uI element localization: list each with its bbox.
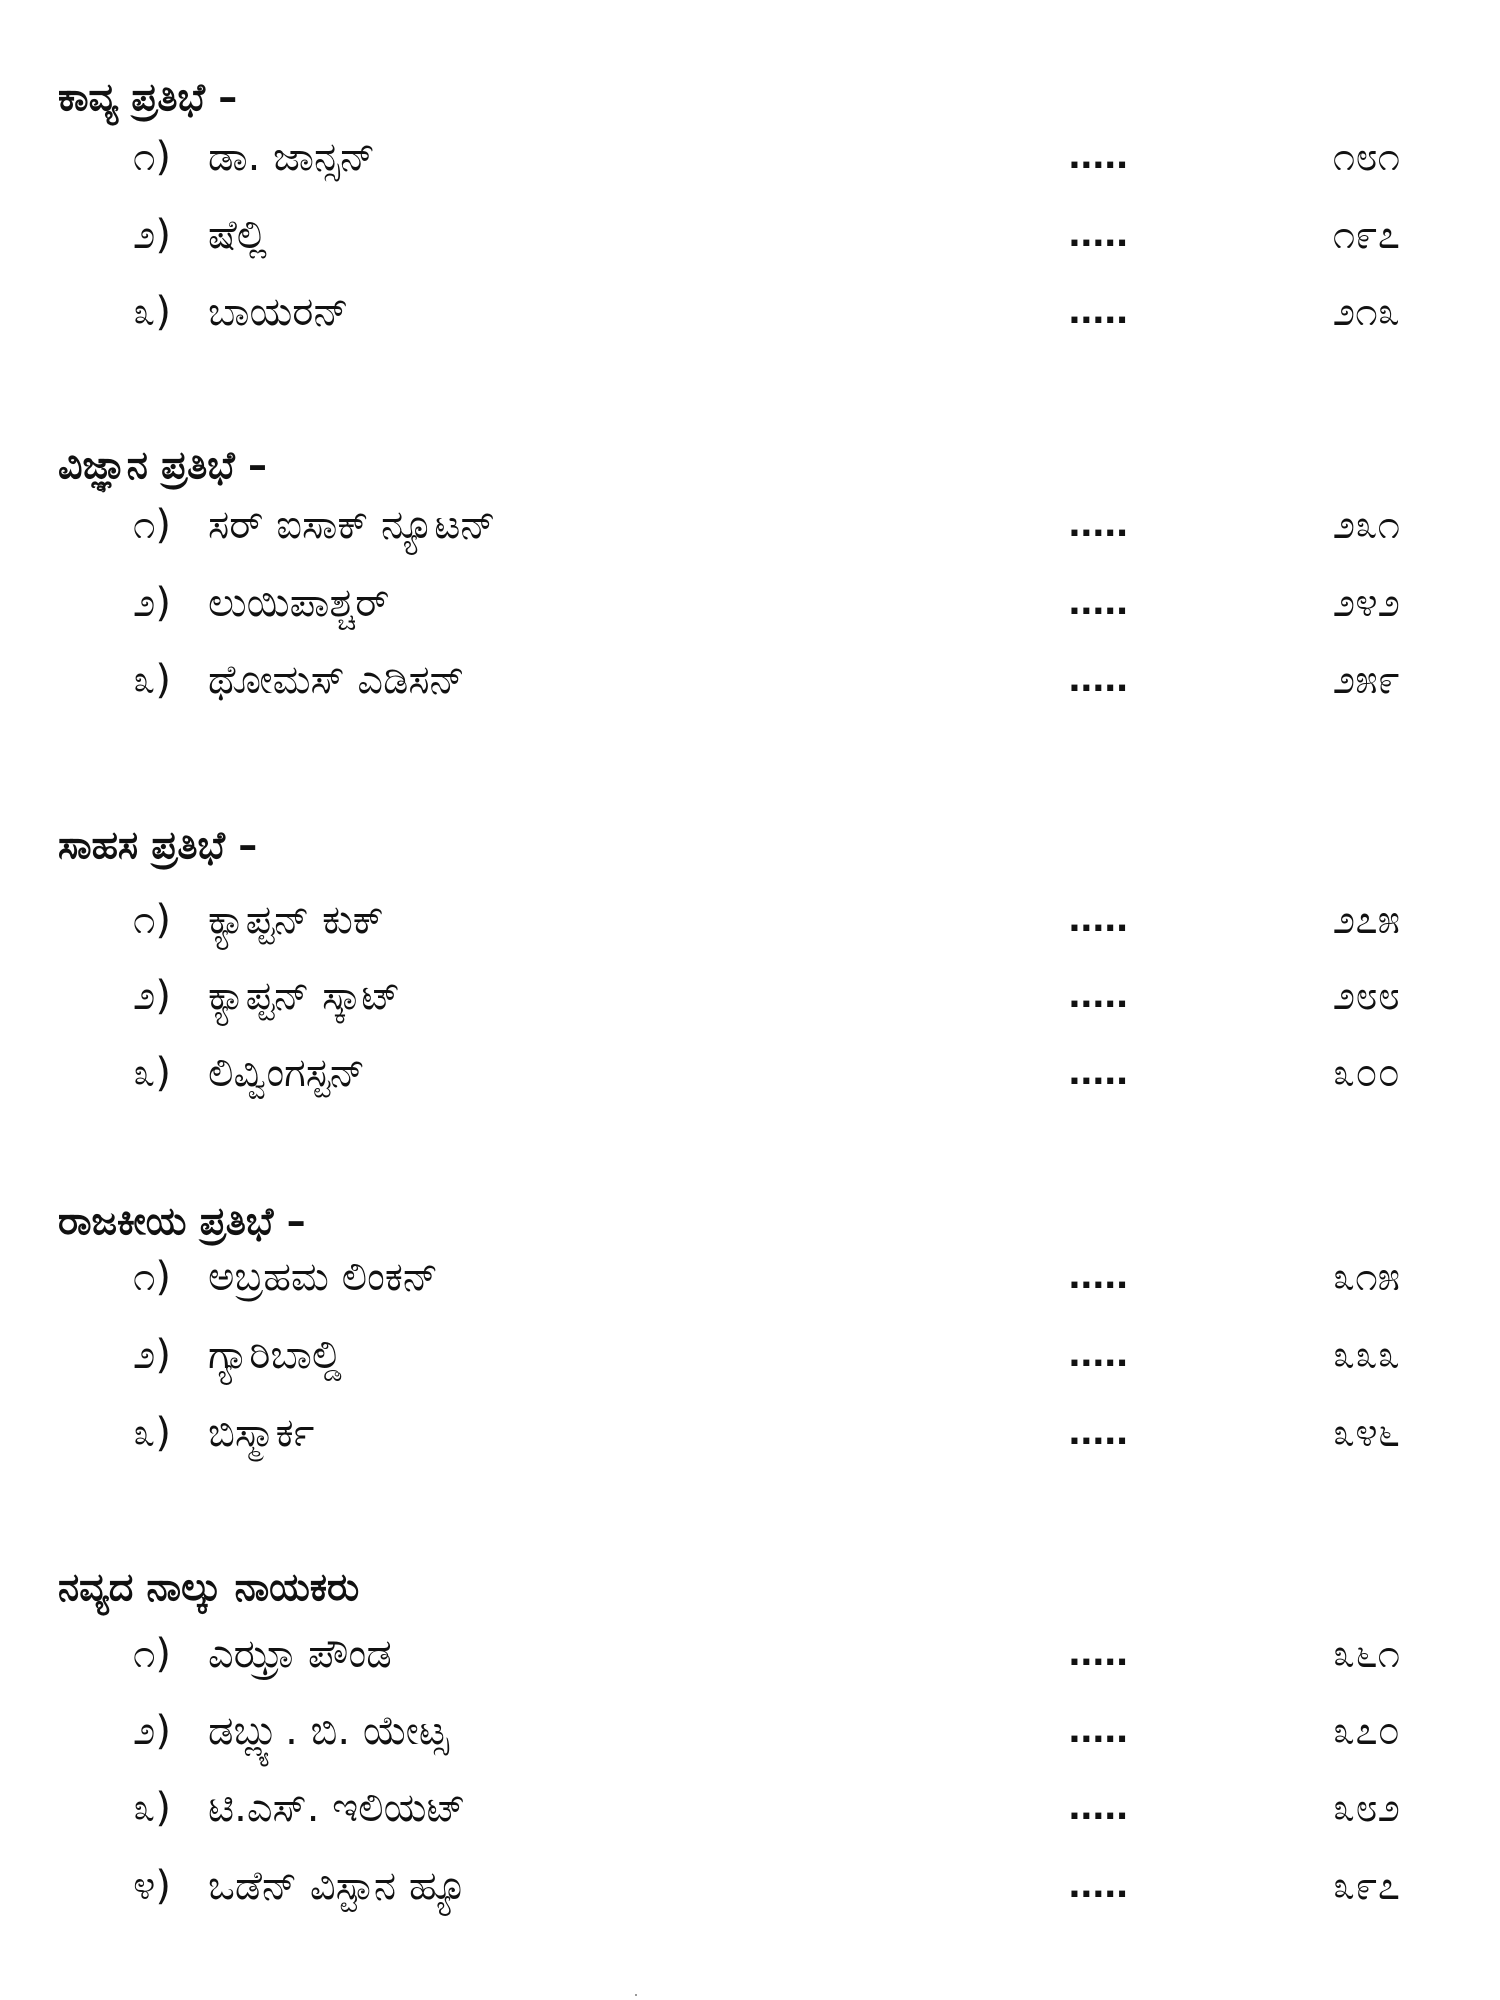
entry-number: ೩) [133, 657, 172, 703]
entry-title: ಥೋಮಸ್ ಎಡಿಸನ್ [208, 657, 465, 703]
toc-entry [0, 573, 1500, 633]
section-heading: ಕಾವ್ಯ ಪ್ರತಿಭೆ – [58, 75, 238, 119]
toc-entry [0, 1701, 1500, 1761]
page-number: ೩೩೩ [1332, 1332, 1400, 1378]
entry-title: ಸರ್ ಐಸಾಕ್ ನ್ಯೂಟನ್ [208, 502, 496, 548]
entry-number: ೨) [133, 1332, 172, 1378]
dot-leader: ..... [1068, 583, 1128, 623]
entry-title: ಡಬ್ಲ್ಯು. ಬಿ. ಯೇಟ್ಸ [208, 1708, 449, 1754]
page-number: ೩೮೨ [1332, 1785, 1400, 1831]
toc-entry [0, 127, 1500, 187]
dot-leader: ..... [1068, 900, 1128, 940]
page-number: ೧೯೭ [1332, 212, 1400, 258]
entry-title: ಬಿಸ್ಮಾರ್ಕ [208, 1410, 315, 1456]
entry-number: ೩) [133, 1050, 172, 1096]
toc-entry [0, 650, 1500, 710]
dot-leader: ..... [1068, 1257, 1128, 1297]
page-number: ೨೩೧ [1332, 502, 1400, 548]
entry-title: ಷೆಲ್ಲಿ [208, 212, 268, 258]
dot-leader: ..... [1068, 1788, 1128, 1828]
entry-title: ಲುಯಿಪಾಶ್ಚರ್ [208, 580, 390, 626]
toc-entry [0, 1247, 1500, 1307]
entry-title: ಬಾಯರನ್ [208, 289, 349, 335]
dot-leader: ..... [1068, 1711, 1128, 1751]
page-number: ೨೫೯ [1332, 657, 1400, 703]
entry-title: ಡಾ. ಜಾನ್ಸನ್ [208, 134, 376, 180]
entry-title: ಲಿವ್ವಿಂಗಸ್ಟನ್ [208, 1050, 366, 1096]
dot-leader: ..... [1068, 1335, 1128, 1375]
entry-title: ಅಬ್ರಹಮ ಲಿಂಕನ್ [208, 1254, 439, 1300]
entry-title: ಒಡೆನ್ ವಿಸ್ಟಾನ ಹ್ಯೂ [208, 1863, 468, 1909]
dot-leader: ..... [1068, 1866, 1128, 1906]
page-number: ೩೧೫ [1332, 1254, 1400, 1300]
page-number: ೨೧೩ [1332, 289, 1400, 335]
toc-entry [0, 495, 1500, 555]
dot-leader: ..... [1068, 976, 1128, 1016]
entry-number: ೪) [133, 1863, 172, 1909]
page-number: ೧೮೧ [1332, 134, 1400, 180]
entry-number: ೩) [133, 1410, 172, 1456]
entry-number: ೨) [133, 212, 172, 258]
page-number: ೨೪೨ [1332, 580, 1400, 626]
entry-title: ಗ್ಯಾರಿಬಾಲ್ಡಿ [208, 1332, 342, 1378]
dot-leader: ..... [1068, 215, 1128, 255]
toc-entry [0, 890, 1500, 950]
dot-leader: ..... [1068, 292, 1128, 332]
toc-entry [0, 205, 1500, 265]
entry-number: ೧) [133, 502, 172, 548]
section-heading: ರಾಜಕೀಯ ಪ್ರತಿಭೆ – [58, 1199, 306, 1243]
entry-number: ೨) [133, 580, 172, 626]
dot-leader: ..... [1068, 660, 1128, 700]
entry-number: ೩) [133, 1785, 172, 1831]
page-number: ೩೦೦ [1332, 1050, 1400, 1096]
toc-entry [0, 1043, 1500, 1103]
page-number: ೩೯೭ [1332, 1863, 1400, 1909]
section-heading: ವಿಜ್ಞಾನ ಪ್ರತಿಭೆ – [58, 443, 267, 487]
toc-entry [0, 1856, 1500, 1916]
dot-leader: ..... [1068, 1053, 1128, 1093]
scan-speck [635, 1994, 637, 1996]
entry-number: ೨) [133, 1708, 172, 1754]
section-heading: ಸಾಹಸ ಪ್ರತಿಭೆ – [58, 823, 258, 867]
dot-leader: ..... [1068, 505, 1128, 545]
toc-entry [0, 1624, 1500, 1684]
page-number: ೨೮೮ [1332, 973, 1400, 1019]
page-number: ೩೬೧ [1332, 1631, 1400, 1677]
entry-number: ೧) [133, 897, 172, 943]
entry-number: ೧) [133, 1631, 172, 1677]
entry-title: ಕ್ಯಾಪ್ಟನ್ ಸ್ಕಾಟ್ [208, 973, 401, 1019]
entry-title: ಟಿ.ಎಸ್. ಇಲಿಯಟ್ [208, 1785, 466, 1831]
section-heading: ನವ್ಯದ ನಾಲ್ಕು ನಾಯಕರು [58, 1565, 360, 1609]
entry-number: ೨) [133, 973, 172, 1019]
page-number: ೨೭೫ [1332, 897, 1400, 943]
page-number: ೩೭೦ [1332, 1708, 1400, 1754]
toc-entry [0, 1778, 1500, 1838]
toc-entry [0, 1403, 1500, 1463]
dot-leader: ..... [1068, 1413, 1128, 1453]
entry-title: ಕ್ಯಾಪ್ಟನ್ ಕುಕ್ [208, 897, 384, 943]
toc-entry [0, 1325, 1500, 1385]
page-number: ೩೪೬ [1332, 1410, 1400, 1456]
entry-number: ೧) [133, 1254, 172, 1300]
dot-leader: ..... [1068, 1634, 1128, 1674]
entry-number: ೩) [133, 289, 172, 335]
dot-leader: ..... [1068, 137, 1128, 177]
toc-entry [0, 282, 1500, 342]
entry-title: ಎಝ್ರಾ ಪೌಂಡ [208, 1631, 392, 1677]
entry-number: ೧) [133, 134, 172, 180]
toc-entry [0, 966, 1500, 1026]
